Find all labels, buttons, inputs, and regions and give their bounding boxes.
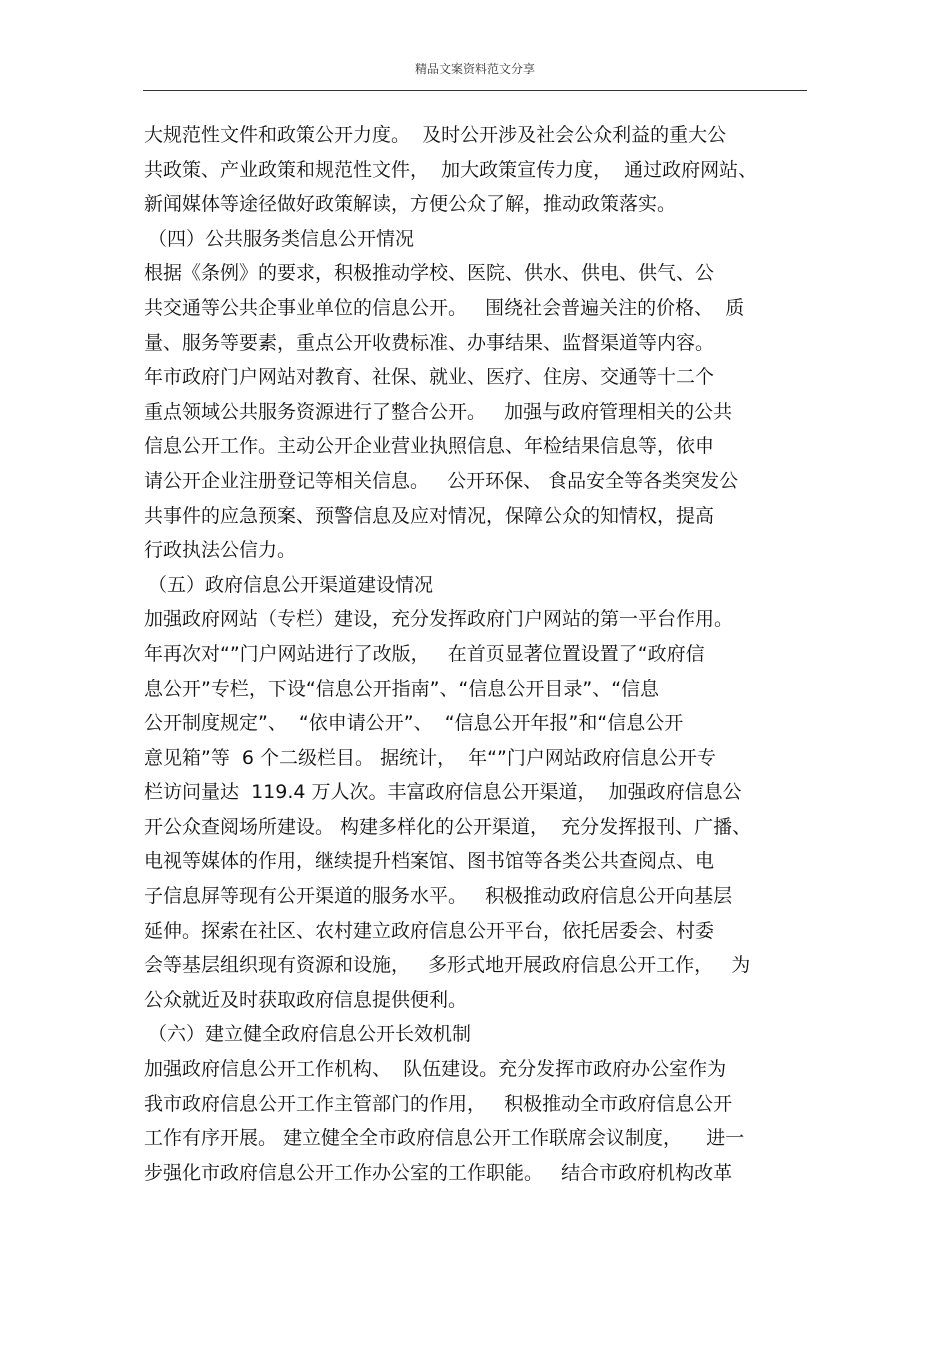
paragraph-line: 共交通等公共企事业单位的信息公开。 围绕社会普遍关注的价格、 质	[144, 296, 745, 319]
paragraph-line: 子信息屏等现有公开渠道的服务水平。 积极推动政府信息公开向基层	[144, 885, 733, 908]
paragraph-line: 年再次对“”门户网站进行了改版， 在首页显著位置设置了“政府信	[144, 642, 705, 665]
paragraph-line: 共政策、产业政策和规范性文件， 加大政策宣传力度， 通过政府网站、	[144, 158, 758, 181]
section-heading: （四）公共服务类信息公开情况	[148, 227, 415, 250]
paragraph-line: 电视等媒体的作用，继续提升档案馆、图书馆等各类公共查阅点、电	[144, 850, 715, 873]
header-divider	[143, 90, 807, 91]
paragraph-line: 公众就近及时获取政府信息提供便利。	[144, 988, 468, 1011]
paragraph-line: 步强化市政府信息公开工作办公室的工作职能。 结合市政府机构改革	[144, 1161, 733, 1184]
paragraph-line: 延伸。探索在社区、农村建立政府信息公开平台，依托居委会、村委	[144, 919, 715, 942]
paragraph-line: 加强政府网站（专栏）建设，充分发挥政府门户网站的第一平台作用。	[144, 608, 734, 631]
paragraph-line: 新闻媒体等途径做好政策解读，方便公众了解，推动政策落实。	[144, 193, 677, 216]
paragraph-line: 加强政府信息公开工作机构、 队伍建设。充分发挥市政府办公室作为	[144, 1058, 727, 1081]
section-heading: （六）建立健全政府信息公开长效机制	[148, 1023, 472, 1046]
paragraph-line: 信息公开工作。主动公开企业营业执照信息、年检结果信息等，依申	[144, 435, 715, 458]
section-heading: （五）政府信息公开渠道建设情况	[148, 573, 434, 596]
document-body	[144, 118, 808, 1190]
paragraph-line: 栏访问量达 119.4 万人次。丰富政府信息公开渠道， 加强政府信息公	[144, 781, 742, 804]
paragraph-line: 开公众查阅场所建设。 构建多样化的公开渠道， 充分发挥报刊、广播、	[144, 815, 752, 838]
paragraph-line: 意见箱”等 6 个二级栏目。 据统计， 年“”门户网站政府信息公开专	[144, 746, 716, 769]
paragraph-line: 量、服务等要素，重点公开收费标准、办事结果、监督渠道等内容。	[144, 331, 715, 354]
paragraph-line: 根据《条例》的要求，积极推动学校、医院、供水、供电、供气、公	[144, 262, 715, 285]
paragraph-line: 息公开”专栏，下设“信息公开指南”、“信息公开目录”、“信息	[144, 677, 660, 700]
paragraph-line: 我市政府信息公开工作主管部门的作用， 积极推动全市政府信息公开	[144, 1092, 733, 1115]
paragraph-line: 大规范性文件和政策公开力度。 及时公开涉及社会公众利益的重大公	[144, 124, 727, 146]
paragraph-line: 年市政府门户网站对教育、社保、就业、医疗、住房、交通等十二个	[144, 366, 715, 389]
paragraph-line: 工作有序开展。 建立健全全市政府信息公开工作联席会议制度， 进一	[144, 1127, 745, 1150]
paragraph-line: 公开制度规定”、 “依申请公开”、 “信息公开年报”和“信息公开	[144, 712, 684, 735]
paragraph-line: 行政执法公信力。	[144, 539, 297, 562]
paragraph-line: 重点领域公共服务资源进行了整合公开。 加强与政府管理相关的公共	[144, 400, 733, 423]
paragraph-line: 请公开企业注册登记等相关信息。 公开环保、 食品安全等各类突发公	[144, 469, 739, 492]
paragraph-line: 会等基层组织现有资源和设施， 多形式地开展政府信息公开工作， 为	[144, 954, 751, 977]
page-header: 精品文案资料范文分享	[414, 62, 535, 76]
paragraph-line: 共事件的应急预案、预警信息及应对情况，保障公众的知情权，提高	[144, 504, 715, 527]
